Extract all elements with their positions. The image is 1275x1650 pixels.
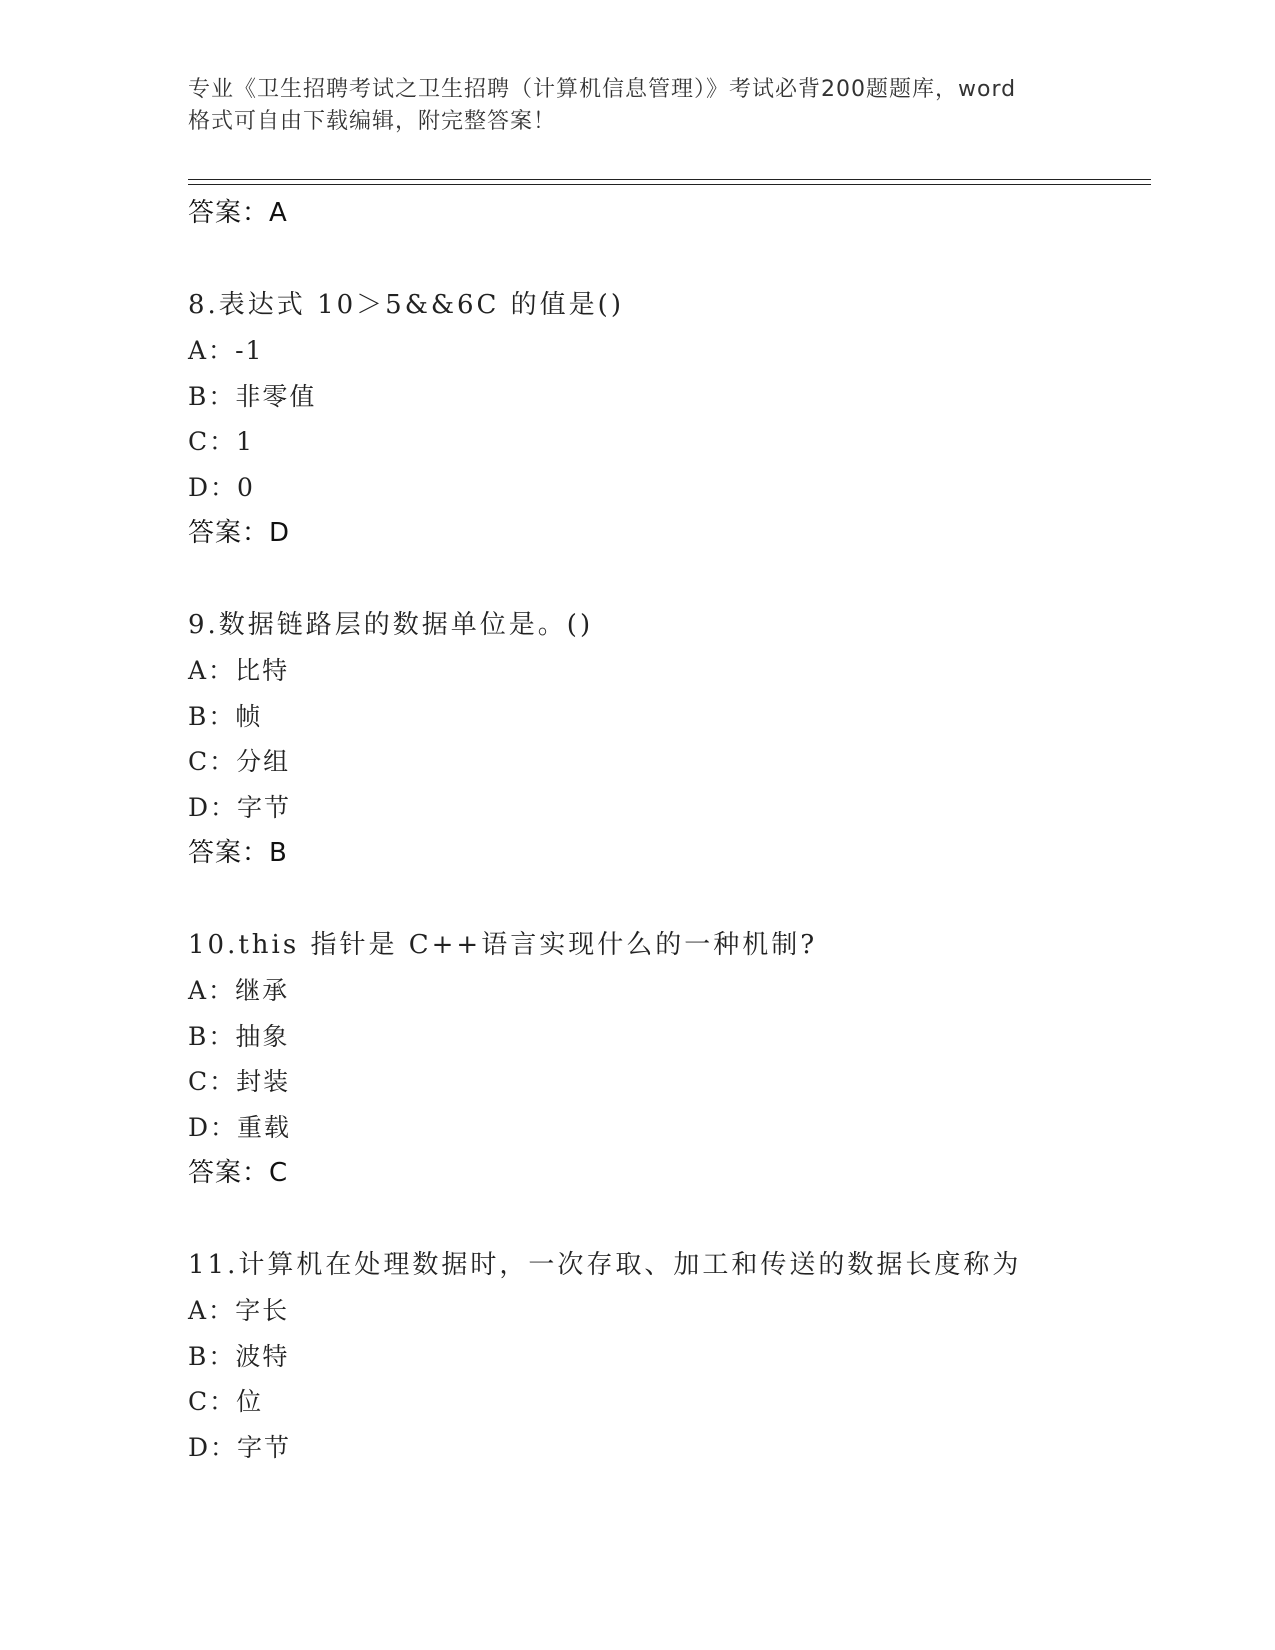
option-letter: B：	[188, 1021, 236, 1051]
option-letter: C：	[188, 1387, 237, 1416]
option-text: 波特	[235, 1341, 290, 1371]
option-row	[188, 648, 1151, 694]
question-block	[188, 1242, 1151, 1470]
option-letter: D：	[188, 472, 238, 502]
block-gap	[188, 556, 1151, 602]
option-row	[188, 1425, 1151, 1471]
option-text: 分组	[236, 747, 291, 776]
option-row	[188, 1014, 1151, 1060]
option-row	[188, 374, 1151, 420]
question-text: 8.表达式 10＞5&&6C 的值是()	[188, 290, 624, 320]
answer-label: 答案：	[188, 838, 270, 868]
question-text: 10.this 指针是 C++语言实现什么的一种机制?	[188, 930, 818, 960]
question-list	[188, 190, 1151, 1470]
option-text: 抽象	[235, 1021, 290, 1051]
option-row	[188, 739, 1151, 785]
option-row	[188, 419, 1151, 465]
question-block	[188, 922, 1151, 1242]
option-letter: B：	[188, 381, 236, 411]
answer-value: A	[269, 198, 288, 228]
answer-line	[188, 830, 1151, 876]
question-block	[188, 602, 1151, 922]
option-letter: A：	[188, 336, 236, 365]
option-letter: C：	[188, 427, 237, 456]
option-letter: A：	[188, 976, 236, 1005]
header-line-1: 专业《卫生招聘考试之卫生招聘（计算机信息管理）》考试必背200题题库，word	[188, 77, 1017, 102]
answer-value: B	[269, 838, 288, 868]
question-text: 11.计算机在处理数据时，一次存取、加工和传送的数据长度称为	[188, 1250, 1022, 1280]
header-divider-top	[188, 179, 1151, 180]
answer-label: 答案：	[188, 1158, 270, 1188]
option-letter: D：	[188, 792, 238, 822]
option-letter: A：	[188, 1296, 236, 1325]
option-text: 字节	[237, 792, 292, 822]
option-text: 字长	[235, 1296, 290, 1325]
option-row	[188, 328, 1151, 374]
answer-label: 答案：	[188, 198, 270, 228]
option-row	[188, 1288, 1151, 1334]
answer-line	[188, 1150, 1151, 1196]
option-row	[188, 1334, 1151, 1380]
answer-label: 答案：	[188, 518, 270, 548]
answer-line	[188, 190, 1151, 236]
option-text: 重载	[237, 1112, 292, 1142]
option-text: 比特	[235, 656, 290, 685]
option-letter: B：	[188, 701, 236, 731]
question-block	[188, 282, 1151, 602]
option-letter: C：	[188, 747, 237, 776]
option-text: 非零值	[235, 381, 317, 411]
document-header	[188, 74, 1088, 138]
option-letter: D：	[188, 1432, 238, 1462]
option-text: 位	[236, 1387, 264, 1416]
option-row	[188, 1105, 1151, 1151]
option-text: 继承	[235, 976, 290, 1005]
option-row	[188, 1059, 1151, 1105]
option-letter: C：	[188, 1067, 237, 1096]
option-text: 1	[236, 427, 255, 456]
option-text: -1	[235, 336, 264, 365]
block-gap	[188, 236, 1151, 282]
option-row	[188, 465, 1151, 511]
option-letter: A：	[188, 656, 236, 685]
answer-line	[188, 510, 1151, 556]
option-letter: B：	[188, 1341, 236, 1371]
option-text: 字节	[237, 1432, 292, 1462]
option-row	[188, 785, 1151, 831]
option-row	[188, 694, 1151, 740]
option-letter: D：	[188, 1112, 238, 1142]
header-divider-bottom	[188, 184, 1151, 185]
option-text: 0	[237, 472, 255, 502]
header-line-2: 格式可自由下载编辑，附完整答案！	[188, 109, 557, 134]
option-row	[188, 1379, 1151, 1425]
answer-value: D	[269, 518, 291, 548]
question-text: 9.数据链路层的数据单位是。()	[188, 610, 594, 640]
option-text: 帧	[235, 701, 263, 731]
answer-value: C	[269, 1158, 289, 1188]
option-row	[188, 968, 1151, 1014]
block-gap	[188, 876, 1151, 922]
option-text: 封装	[236, 1067, 291, 1096]
block-gap	[188, 1196, 1151, 1242]
